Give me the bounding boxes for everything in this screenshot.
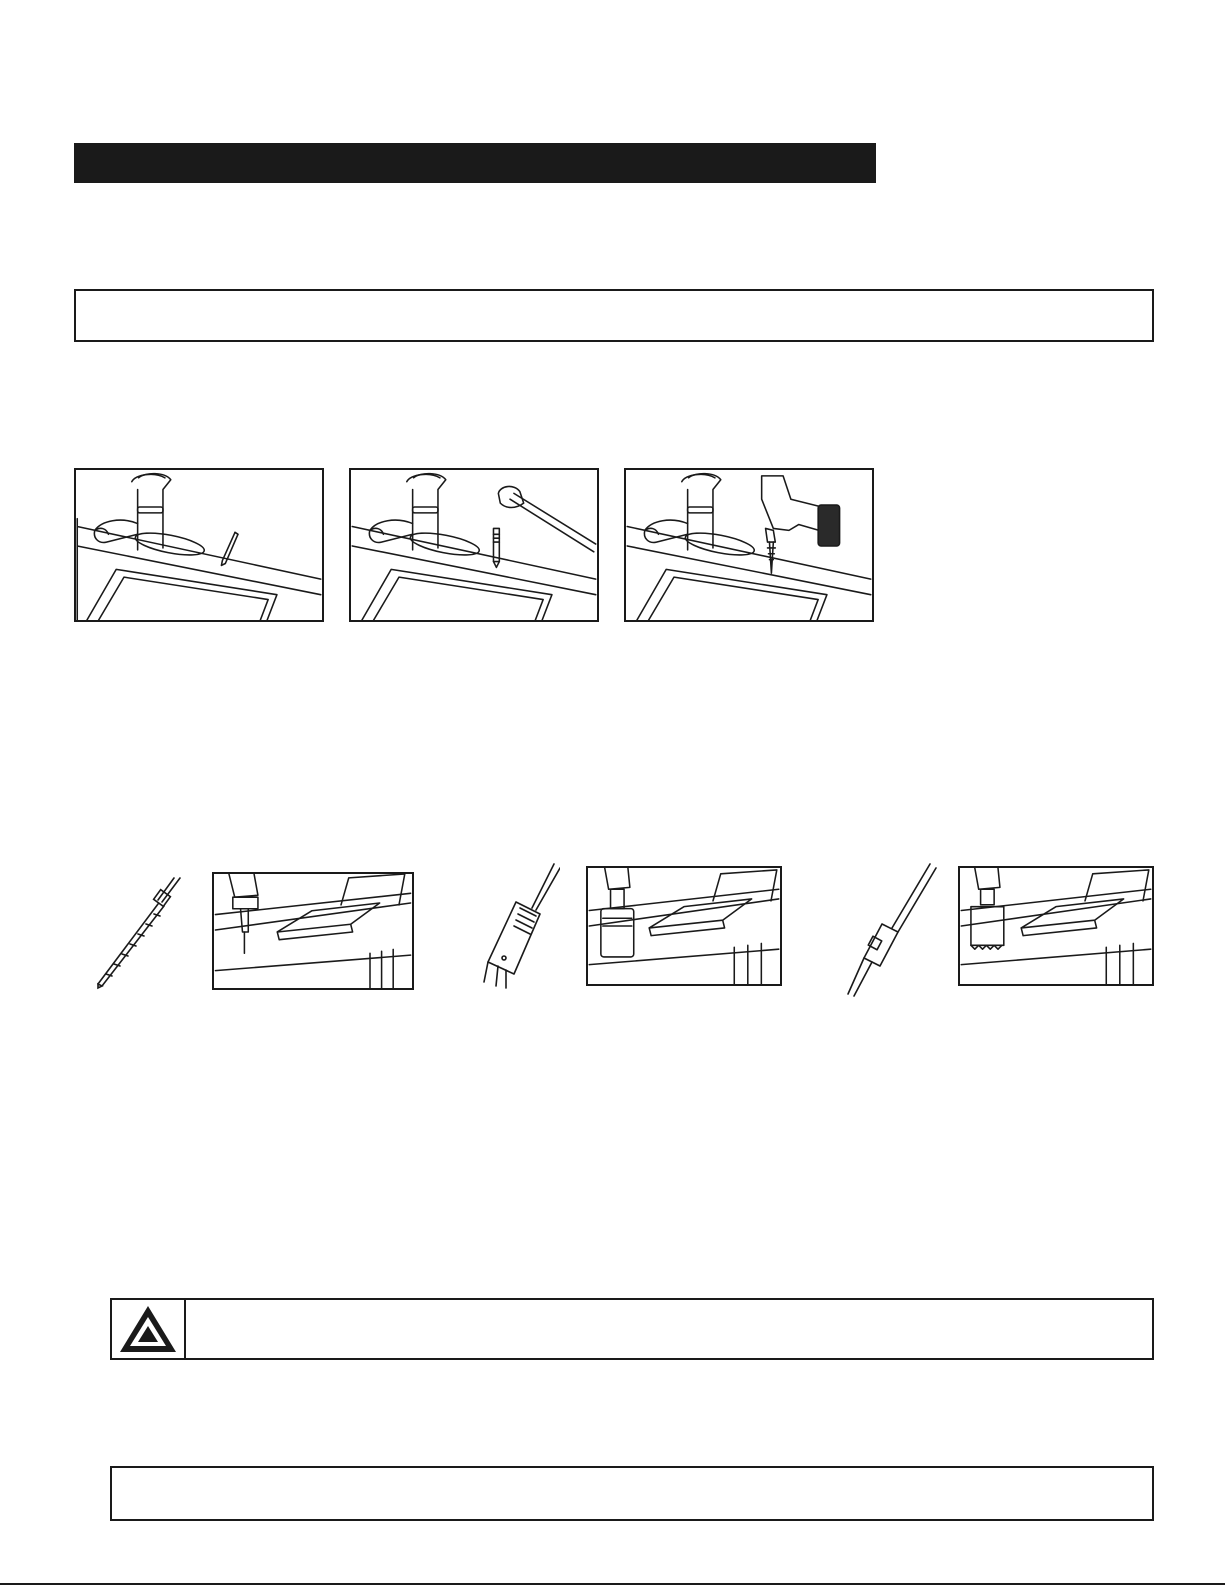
hole-saw-arbor-icon [840,862,940,998]
notice-box-bottom [110,1466,1154,1521]
twist-drill-bit-icon [90,872,186,990]
warning-triangle-icon [112,1300,184,1358]
section-title-bar [74,143,876,183]
warning-box [110,1298,1154,1360]
knockout-punch-icon [476,862,560,990]
illustration-mark-hole [74,468,324,622]
illustration-center-punch [349,468,599,622]
scene-hole-saw-cutting [958,866,1154,986]
scene-punch-assembly [586,866,782,986]
hammer-icon [498,486,595,551]
warning-icon-cell [112,1300,186,1358]
center-punch-icon [493,528,499,567]
illustration-drill-step-bit [624,468,874,622]
scene-pilot-hole-drilling [212,872,414,990]
notice-box-top [74,289,1154,342]
